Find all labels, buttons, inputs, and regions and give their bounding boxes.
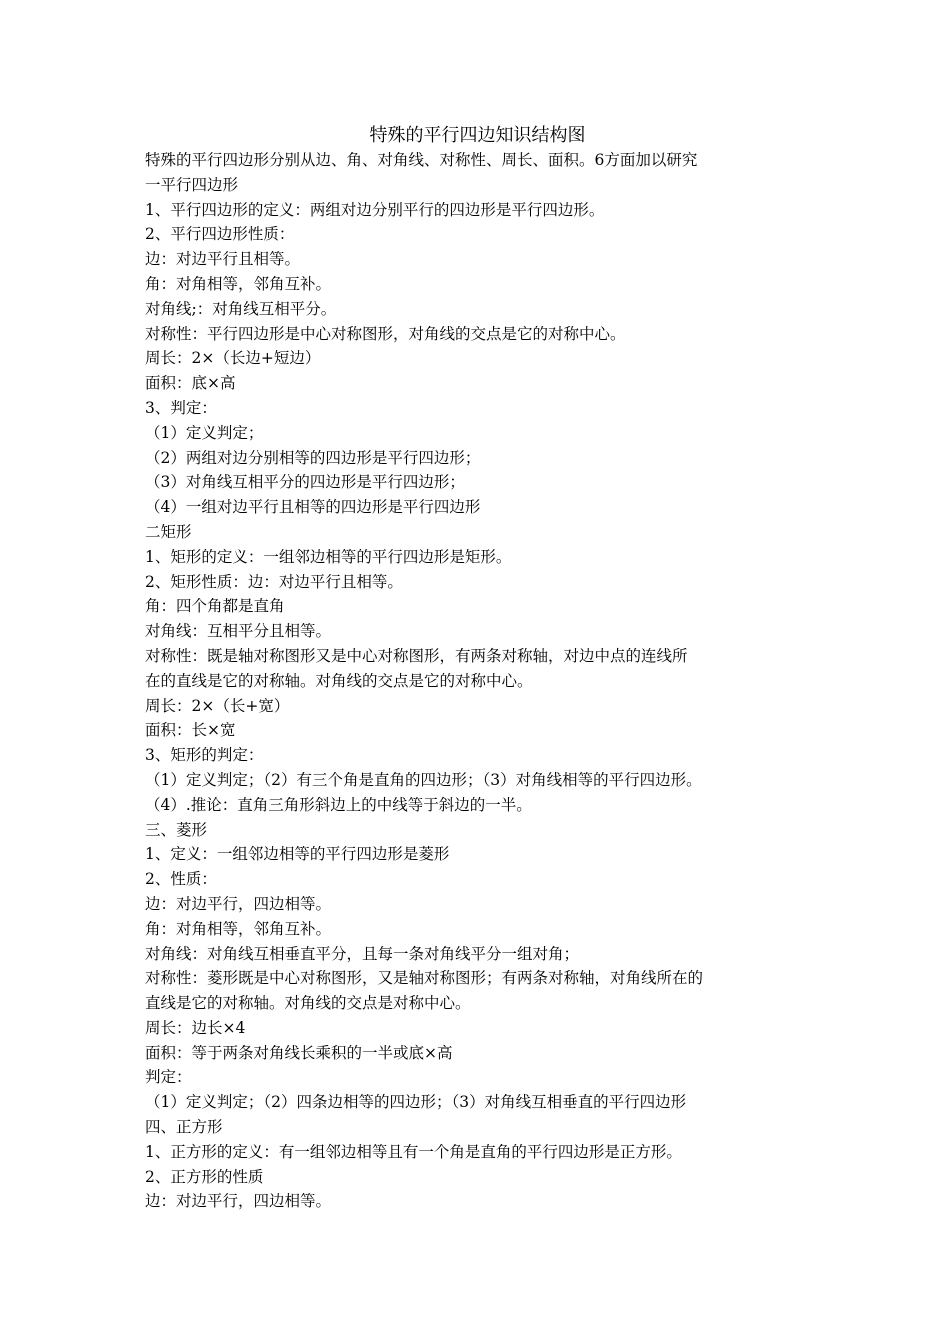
text-line: 对称性：平行四边形是中心对称图形，对角线的交点是它的对称中心。 [145,324,626,343]
text-line: （1）定义判定； [145,423,264,442]
text-line: 面积：底×高 [145,374,236,393]
text-line: 四、正方形 [145,1118,223,1137]
text-line: （4）一组对边平行且相等的四边形是平行四边形 [145,498,481,517]
text-line: 角：四个角都是直角 [145,597,285,616]
text-line: 对角线;：对角线互相平分。 [145,299,337,318]
text-line: 三、菱形 [145,820,208,839]
text-line: 对角线：对角线互相垂直平分，且每一条对角线平分一组对角； [145,944,580,963]
text-line: 在的直线是它的对称轴。对角线的交点是它的对称中心。 [145,671,533,690]
text-line: 面积：长×宽 [145,721,236,740]
text-line: 角：对角相等，邻角互补。 [145,274,332,293]
document-body [145,148,810,1214]
text-line: （4）.推论：直角三角形斜边上的中线等于斜边的一半。 [145,795,532,814]
text-line: 周长：2×（长+宽） [145,696,290,715]
text-line: 一平行四边形 [145,175,239,194]
text-line: （3）对角线互相平分的四边形是平行四边形； [145,473,465,492]
text-line: 边：对边平行，四边相等。 [145,894,332,913]
text-line: 2、性质： [145,870,217,889]
text-line: 1、矩形的定义：一组邻边相等的平行四边形是矩形。 [145,547,512,566]
text-line: 直线是它的对称轴。对角线的交点是对称中心。 [145,994,471,1013]
text-line: 对称性：既是轴对称图形又是中心对称图形，有两条对称轴，对边中点的连线所 [145,646,688,665]
text-line: 1、定义：一组邻边相等的平行四边形是菱形 [145,845,450,864]
text-line: 二矩形 [145,522,192,541]
text-line: 边：对边平行且相等。 [145,250,301,269]
text-line: 1、平行四边形的定义：两组对边分别平行的四边形是平行四边形。 [145,200,605,219]
text-line: 周长：2×（长边+短边） [145,349,321,368]
document-title: 特殊的平行四边知识结构图 [369,125,586,146]
text-line: （1）定义判定；（2）四条边相等的四边形；（3）对角线互相垂直的平行四边形 [145,1093,687,1112]
text-line: 2、正方形的性质 [145,1167,264,1186]
text-line: 对角线：互相平分且相等。 [145,622,332,641]
text-line: 2、矩形性质：边：对边平行且相等。 [145,572,403,591]
text-line: 1、正方形的定义：有一组邻边相等且有一个角是直角的平行四边形是正方形。 [145,1142,682,1161]
text-line: 特殊的平行四边形分别从边、角、对角线、对称性、周长、面积。6方面加以研究 [145,151,698,169]
text-line: 角：对角相等，邻角互补。 [145,919,332,938]
text-line: 判定： [145,1068,192,1087]
text-line: 面积：等于两条对角线长乘积的一半或底×高 [145,1043,453,1062]
text-line: 3、判定： [145,398,217,417]
text-line: （1）定义判定；（2）有三个角是直角的四边形；（3）对角线相等的平行四边形。 [145,770,702,789]
text-line: 对称性：菱形既是中心对称图形，又是轴对称图形；有两条对称轴，对角线所在的 [145,969,704,988]
text-line: 边：对边平行，四边相等。 [145,1192,332,1211]
document-page [145,124,810,1214]
text-line: 3、矩形的判定： [145,746,264,765]
text-line: （2）两组对边分别相等的四边形是平行四边形； [145,448,481,467]
text-line: 2、平行四边形性质： [145,225,295,244]
text-line: 周长：边长×4 [145,1018,246,1037]
